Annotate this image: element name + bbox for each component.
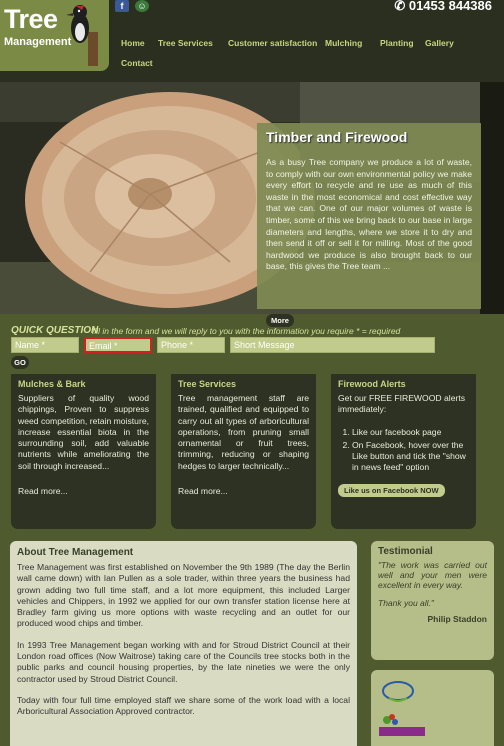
about-paragraph: Today with four full time employed staff we share some of the work load with a local Arboricultural Association Approved contractor. [17,694,350,717]
firewood-step: 1. Like our facebook page [352,427,469,438]
mulches-title[interactable]: Mulches & Bark [18,379,86,389]
mulches-box [11,374,156,529]
firewood-step: 2. On Facebook, hover over the Like button and tick the "show in news feed" option [352,440,469,473]
message-field[interactable]: Short Message [230,337,435,353]
nav-home[interactable]: Home [121,38,145,48]
phone-icon: ✆ [394,0,406,13]
firewood-box [331,374,476,529]
like-facebook-button[interactable]: Like us on Facebook NOW [338,484,445,497]
services-text: Tree management staff are trained, qualified and equipped to carry out all types of arboricultural operations, from pruning small ornamental or fruit trees, trimming, reducing or shaping hedges to larger technically... [178,393,309,471]
name-field[interactable]: Name * [11,337,79,353]
testimonial-quote: "The work was carried out well and your men were excellent in every way. [378,560,487,590]
hero-banner [0,82,504,314]
logo[interactable] [0,0,109,71]
site-header [0,0,504,82]
quick-question-title: QUICK QUESTION [11,325,99,336]
hero-text: As a busy Tree company we produce a lot of waste, to comply with our own environmental policy we make every effort to recycle and re use as much of this waste in the most economical and cost effective way that we can. One of our major volumes of waste is timber, some of this we bring back to our base in large diameters and lengths, where we store it to dry and then send it off or sell it for milling. Most of the good hardwood we produce is also brought back to our base, this gives the Tree team ... [266,157,472,272]
about-section [10,541,357,746]
quick-question-subtitle: fill in the form and we will reply to you with the information you require * = required [92,326,401,336]
logo-subtitle: Management [4,36,72,48]
accreditations-box [371,670,494,746]
services-read-more-link[interactable]: Read more... [178,486,228,497]
nav-gallery[interactable]: Gallery [425,38,454,48]
testimonial-thanks: Thank you all." [378,598,434,608]
nav-planting[interactable]: Planting [380,38,414,48]
firewood-steps [338,427,469,473]
social-icon[interactable]: ☺ [135,0,149,12]
firewood-title: Firewood Alerts [338,379,406,389]
nav-mulching[interactable]: Mulching [325,38,363,48]
testimonial-title: Testimonial [378,546,433,557]
nav-contact[interactable]: Contact [121,58,153,68]
about-title: About Tree Management [17,547,134,558]
facebook-icon[interactable]: f [115,0,129,12]
services-box [171,374,316,529]
testimonial-author: Philip Staddon [427,614,487,624]
phone-field[interactable]: Phone * [157,337,225,353]
about-paragraph: In 1993 Tree Management began working with and for Stroud District Council at their London road offices (Now Waitrose) taking care of the Councils tree stocks both in the public parks and council housing properties, by the late nineties we were the only contractor used by Stroud District Council. [17,639,350,684]
phone-number: ✆ 01453 844386 [394,0,492,13]
mulches-text: Suppliers of quality wood chippings, Proven to suppress weed competition, retain moisture, increase essential biota in the surrounding soil, add valuable nutrients while ameliorating the soil through increased... [18,393,149,471]
hero-title: Timber and Firewood [266,129,408,145]
testimonial-box [371,541,494,660]
go-button[interactable]: GO [11,356,29,369]
more-button[interactable]: More [266,314,294,327]
firewood-intro: Get our FREE FIREWOOD alerts immediately: [338,393,466,415]
mulches-read-more-link[interactable]: Read more... [18,486,68,497]
woodpecker-icon [66,2,108,66]
services-title[interactable]: Tree Services [178,379,237,389]
hero-panel [257,123,481,309]
lantra-logo[interactable] [377,712,427,742]
email-field[interactable]: Email * [84,337,152,353]
nav-tree-services[interactable]: Tree Services [158,38,213,48]
chas-logo[interactable] [381,680,415,704]
nav-customer-satisfaction[interactable]: Customer satisfaction [228,38,318,48]
about-paragraph: Tree Management was first established on November the 9th 1989 (The day the Berlin wall came down) with Ian Pullen as a sole trader, within three years the business had grown adding two full time staff, and a lot more equipment, this included Larger vehicles and Chippers, in 1992 we applied for our own transfer station license here at Bradley farm giving us more options with waste recycling and an outlet for our produced wood chips and timber. [17,562,350,629]
logo-title: Tree [4,4,58,34]
